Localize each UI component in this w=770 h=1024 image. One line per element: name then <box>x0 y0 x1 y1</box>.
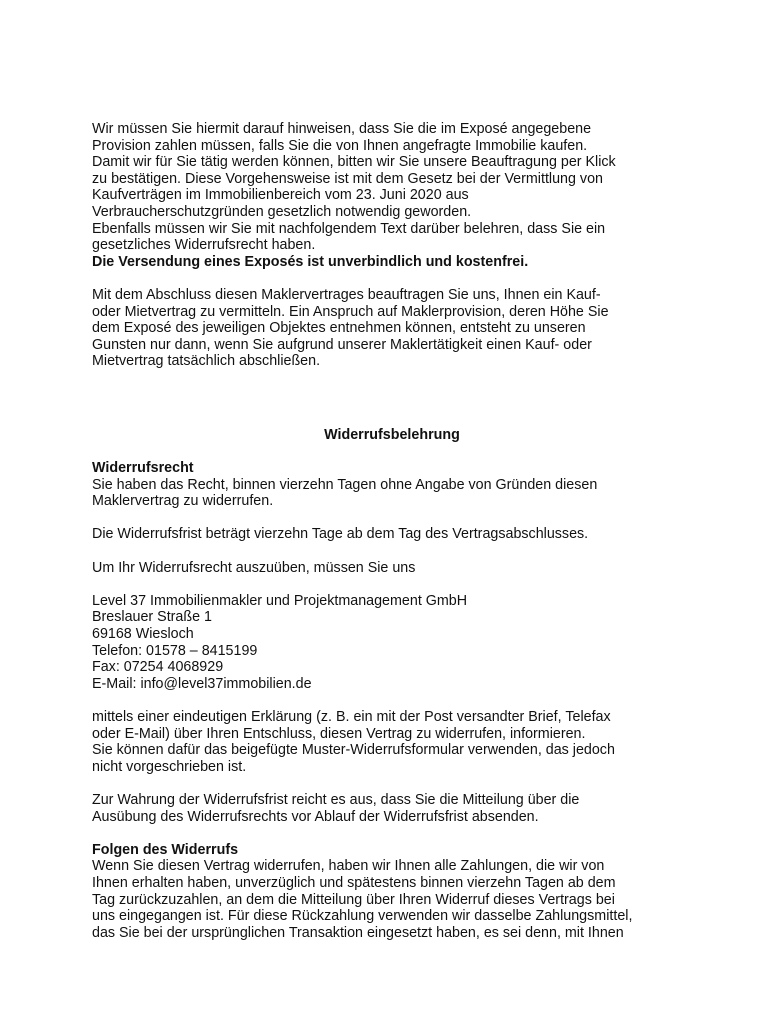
spacer <box>92 270 692 287</box>
fax-number: Fax: 07254 4068929 <box>92 659 224 676</box>
subsection-title: Folgen des Widerrufs <box>92 841 239 858</box>
declaration-paragraph <box>92 709 692 775</box>
text-line: Sie können dafür das beigefügte Muster-Widerrufsformular verwenden, das jedoch <box>92 742 615 759</box>
spacer <box>92 444 692 461</box>
text-line: Sie haben das Recht, binnen vierzehn Tagen ohne Angabe von Gründen diesen <box>92 476 598 493</box>
text-line: dem Exposé des jeweiligen Objektes entnehmen können, entsteht zu unseren <box>92 320 586 337</box>
withdrawal-period-text: Die Widerrufsfrist beträgt vierzehn Tage ab dem Tag des Vertragsabschlusses. <box>92 526 589 543</box>
text-line: uns eingegangen ist. Für diese Rückzahlung verwenden wir dasselbe Zahlungsmittel, <box>92 908 633 925</box>
company-address <box>92 593 692 693</box>
exercise-right-text: Um Ihr Widerrufsrecht auszuüben, müssen Sie uns <box>92 559 416 576</box>
text-line: oder E-Mail) über Ihren Entschluss, diesen Vertrag zu widerrufen, informieren. <box>92 725 586 742</box>
email-address: E-Mail: info@level37immobilien.de <box>92 675 312 692</box>
expose-free-notice: Die Versendung eines Exposés ist unverbindlich und kostenfrei. <box>92 253 529 270</box>
text-line: Verbraucherschutzgründen gesetzlich notwendig geworden. <box>92 203 472 220</box>
text-line: Gunsten nur dann, wenn Sie aufgrund unserer Maklertätigkeit einen Kauf- oder <box>92 336 592 353</box>
company-name: Level 37 Immobilienmakler und Projektmanagement GmbH <box>92 592 468 609</box>
text-line: Ausübung des Widerrufsrechts vor Ablauf der Widerrufsfrist absenden. <box>92 808 539 825</box>
spacer <box>92 510 692 527</box>
text-line: Ihnen erhalten haben, unverzüglich und spätestens binnen vierzehn Tagen ab dem <box>92 874 616 891</box>
text-line: mittels einer eindeutigen Erklärung (z. B. ein mit der Post versandter Brief, Telefax <box>92 709 611 725</box>
text-line: Ebenfalls müssen wir Sie mit nachfolgendem Text darüber belehren, dass Sie ein <box>92 220 606 237</box>
phone-number: Telefon: 01578 – 8415199 <box>92 642 258 659</box>
subsection-title: Widerrufsrecht <box>92 460 194 477</box>
text-line: das Sie bei der ursprünglichen Transaktion eingesetzt haben, es sei denn, mit Ihnen <box>92 924 624 941</box>
intro-paragraph <box>92 121 692 270</box>
text-line: oder Mietvertrag zu vermitteln. Ein Anspruch auf Maklerprovision, deren Höhe Sie <box>92 303 609 320</box>
text-line: nicht vorgeschrieben ist. <box>92 758 247 775</box>
text-line: Wenn Sie diesen Vertrag widerrufen, haben wir Ihnen alle Zahlungen, die wir von <box>92 858 605 875</box>
text-line: zu bestätigen. Diese Vorgehensweise ist mit dem Gesetz bei der Vermittlung von <box>92 170 603 187</box>
spacer <box>92 543 692 560</box>
section-heading: Widerrufsbelehrung <box>324 426 460 443</box>
right-of-withdrawal-section <box>92 460 692 510</box>
contract-paragraph <box>92 287 692 370</box>
text-line: Wir müssen Sie hiermit darauf hinweisen, dass Sie die im Exposé angegebene <box>92 121 592 137</box>
text-line: Mit dem Abschluss diesen Maklervertrages beauftragen Sie uns, Ihnen ein Kauf- <box>92 286 601 303</box>
spacer <box>92 825 692 842</box>
spacer <box>92 692 692 709</box>
street-address: Breslauer Straße 1 <box>92 609 212 626</box>
consequences-section <box>92 842 692 942</box>
spacer <box>92 370 692 427</box>
text-line: Tag zurückzuzahlen, an dem die Mitteilung über Ihren Widerruf dieses Vertrags bei <box>92 891 615 908</box>
text-line: Zur Wahrung der Widerrufsfrist reicht es aus, dass Sie die Mitteilung über die <box>92 791 580 808</box>
deadline-paragraph <box>92 792 692 825</box>
text-line: Kaufverträgen im Immobilienbereich vom 23. Juni 2020 aus <box>92 187 469 204</box>
text-line: gesetzliches Widerrufsrecht haben. <box>92 237 316 254</box>
text-line: Mietvertrag tatsächlich abschließen. <box>92 353 321 370</box>
text-line: Damit wir für Sie tätig werden können, bitten wir Sie unsere Beauftragung per Klick <box>92 154 616 171</box>
text-line: Provision zahlen müssen, falls Sie die von Ihnen angefragte Immobilie kaufen. <box>92 137 588 154</box>
spacer <box>92 775 692 792</box>
text-line: Maklervertrag zu widerrufen. <box>92 493 274 510</box>
spacer <box>92 576 692 593</box>
city-address: 69168 Wiesloch <box>92 626 194 643</box>
document-page <box>92 121 692 941</box>
